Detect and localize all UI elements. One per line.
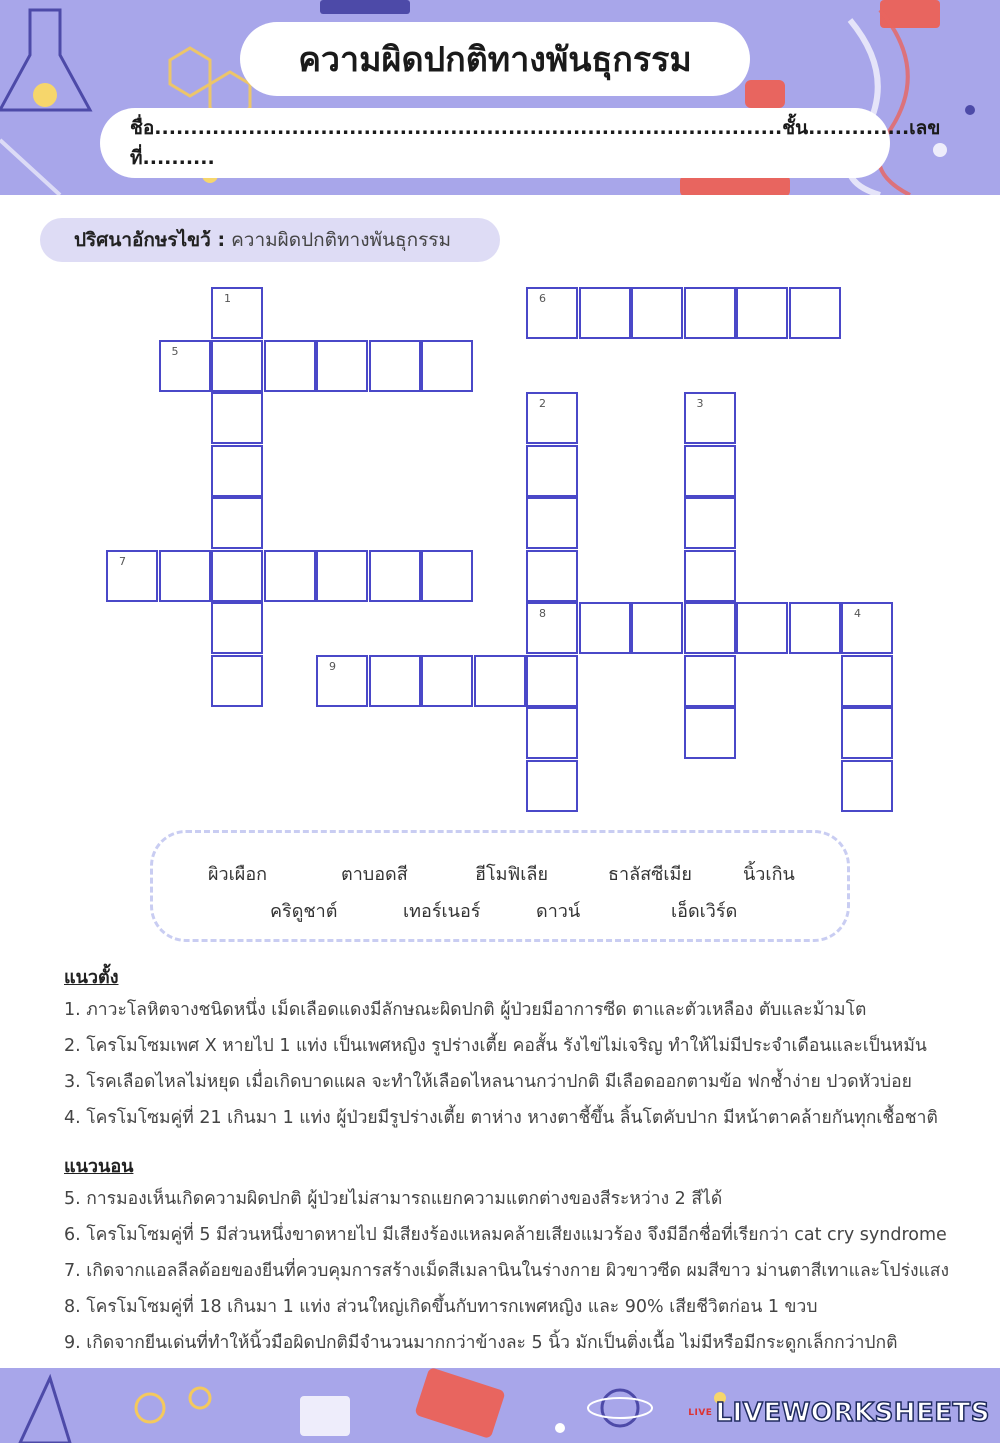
clue-number-4: 4 [854,607,861,620]
word-bank-item: ตาบอดสี [341,864,408,885]
crossword-cell[interactable] [526,392,578,444]
crossword-cell[interactable] [526,550,578,602]
crossword-cell[interactable] [421,655,473,707]
crossword-cell[interactable] [316,550,368,602]
crossword-cell[interactable] [841,655,893,707]
across-clue: 5. การมองเห็นเกิดความผิดปกติ ผู้ป่วยไม่สามารถแยกความแตกต่างของสีระหว่าง 2 สีได้ [64,1189,723,1209]
word-bank-item: ผิวเผือก [208,864,268,885]
crossword-cell[interactable] [211,550,263,602]
logo-mark-icon: LIVE [688,1408,713,1418]
clue-number-6: 6 [539,292,546,305]
crossword-cell[interactable] [579,287,631,339]
crossword-cell[interactable] [526,497,578,549]
across-clue: 8. โครโมโซมคู่ที่ 18 เกินมา 1 แท่ง ส่วนใหญ่เกิดขึ้นกับทารกเพศหญิง และ 90% เสียชีวิตก่อน 1 ขวบ [64,1297,818,1317]
crossword-cell[interactable] [526,655,578,707]
word-bank-item: เอ็ดเวิร์ด [671,901,738,922]
clue-number-1: 1 [224,292,231,305]
crossword-cell[interactable] [841,602,893,654]
crossword-cell[interactable] [106,550,158,602]
word-bank-item: เทอร์เนอร์ [403,901,481,922]
crossword-cell[interactable] [211,497,263,549]
crossword-cell[interactable] [316,340,368,392]
clue-number-8: 8 [539,607,546,620]
down-clue: 2. โครโมโซมเพศ X หายไป 1 แท่ง เป็นเพศหญิง รูปร่างเตี้ย คอสั้น รังไข่ไม่เจริญ ทำให้ไม่มีประจำเดือนและเป็นหมัน [64,1036,927,1056]
crossword-cell[interactable] [684,392,736,444]
page-title: ความผิดปกติทางพันธุกรรม [240,22,750,96]
word-bank-item: ดาวน์ [536,901,581,922]
crossword-cell[interactable] [684,287,736,339]
crossword-cell[interactable] [526,707,578,759]
crossword-cell[interactable] [211,655,263,707]
crossword-cell[interactable] [684,550,736,602]
crossword-cell[interactable] [736,287,788,339]
section-heading [40,218,500,262]
crossword-cell[interactable] [369,550,421,602]
clue-number-3: 3 [696,397,704,410]
logo-text: LIVEWORKSHEETS [715,1398,990,1428]
across-clue: 6. โครโมโซมคู่ที่ 5 มีส่วนหนึ่งขาดหายไป มีเสียงร้องแหลมคล้ายเสียงแมวร้อง จึงมีอีกชื่อที่เรียกว่า cat cry syndrome [64,1225,947,1245]
crossword-cell[interactable] [264,550,316,602]
word-bank [150,830,850,942]
crossword-cell[interactable] [789,602,841,654]
section-topic: ความผิดปกติทางพันธุกรรม [231,229,452,251]
across-clue: 7. เกิดจากแอลลีลด้อยของยีนที่ควบคุมการสร้างเม็ดสีเมลานินในร่างกาย ผิวขาวซีด ผมสีขาว ม่านตาสีเทาและโปร่งแสง [64,1261,950,1281]
down-clue: 1. ภาวะโลหิตจางชนิดหนึ่ง เม็ดเลือดแดงมีลักษณะผิดปกติ ผู้ป่วยมีอาการซีด ตาและตัวเหลือง ตับและม้ามโต [64,1000,867,1020]
word-bank-item: ฮีโมฟิเลีย [475,864,548,885]
clue-number-7: 7 [119,554,126,568]
crossword-cell[interactable] [211,392,263,444]
crossword-cell[interactable] [841,760,893,812]
crossword-cell[interactable] [316,655,368,707]
crossword-cell[interactable] [736,602,788,654]
section-label: ปริศนาอักษรไขว้ : [74,229,226,251]
down-clues-heading: แนวตั้ง [64,967,119,988]
across-clue: 9. เกิดจากยีนเด่นที่ทำให้นิ้วมือผิดปกติมีจำนวนมากกว่าข้างละ 5 นิ้ว มักเป็นติ่งเนื้อ ไม่มีหรือมีกระดูกเล็กกว่าปกติ [64,1333,898,1353]
word-bank-item: คริดูชาต์ [270,901,338,922]
crossword-cell[interactable] [526,287,578,339]
word-bank-item: นิ้วเกิน [743,864,795,885]
clue-number-5: 5 [171,344,179,358]
crossword-cell[interactable] [211,445,263,497]
crossword-cell[interactable] [211,340,263,392]
across-clues-heading: แนวนอน [64,1156,134,1177]
crossword-cell[interactable] [421,550,473,602]
crossword-cell[interactable] [159,550,211,602]
crossword-cell[interactable] [684,497,736,549]
crossword-cell[interactable] [684,655,736,707]
crossword-cell[interactable] [841,707,893,759]
crossword-cell[interactable] [526,445,578,497]
clue-number-9: 9 [329,659,336,673]
crossword-cell[interactable] [684,445,736,497]
crossword-cell[interactable] [211,602,263,654]
down-clue: 3. โรคเลือดไหลไม่หยุด เมื่อเกิดบาดแผล จะทำให้เลือดไหลนานกว่าปกติ มีเลือดออกตามข้อ ฟกช้ำง่าย ปวดหัวบ่อย [64,1072,912,1092]
crossword-cell[interactable] [631,287,683,339]
crossword-cell[interactable] [474,655,526,707]
crossword-cell[interactable] [631,602,683,654]
crossword-cell[interactable] [526,602,578,654]
crossword-cell[interactable] [264,340,316,392]
crossword-cell[interactable] [421,340,473,392]
crossword-cell[interactable] [211,287,263,339]
word-bank-item: ธาลัสซีเมีย [608,864,692,885]
crossword-cell[interactable] [684,707,736,759]
crossword-cell[interactable] [369,655,421,707]
crossword-cell[interactable] [789,287,841,339]
down-clue: 4. โครโมโซมคู่ที่ 21 เกินมา 1 แท่ง ผู้ป่วยมีรูปร่างเตี้ย ตาห่าง หางตาชี้ขึ้น ลิ้นโตคับปาก มีหน้าตาคล้ายกันทุกเชื้อชาติ [64,1108,938,1128]
clue-number-2: 2 [539,397,546,410]
crossword-cell[interactable] [369,340,421,392]
crossword-cell[interactable] [526,760,578,812]
student-info-line[interactable]: ชื่อ.......................................................................................ชั้น..............เลขที่.......... [100,108,890,178]
crossword-cell[interactable] [684,602,736,654]
crossword-cell[interactable] [159,340,211,392]
liveworksheets-logo [688,1398,990,1428]
crossword-cell[interactable] [579,602,631,654]
